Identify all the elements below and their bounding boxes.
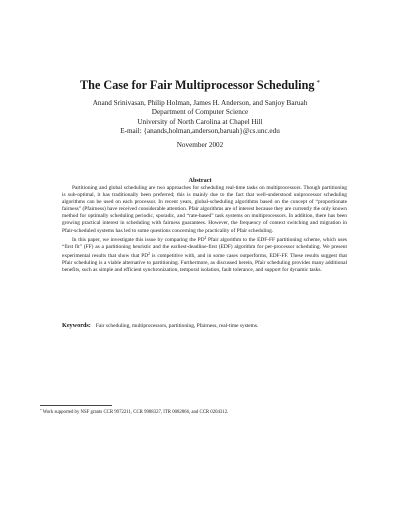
paper-date: November 2002 xyxy=(176,141,224,149)
footnote-divider xyxy=(40,405,112,406)
footnote-mark: * xyxy=(40,408,42,412)
abstract-p2-part-3: is competitive with, and in some cases outperforms, EDF-FF. These results suggest that Pfair scheduling is a viable alternative to partitioning. Furthermore, as discussed herein, Pfair scheduling provides many additional benefits, such as simple and efficient synchronization, temporal isolation, fault tolerance, and support for dynamic tasks. xyxy=(62,252,347,274)
keywords-label: Keywords: xyxy=(62,322,91,329)
footnote-text: Work supported by NSF grants CCR 9972211, CCR 9988327, ITR 0082866, and CCR 0204312. xyxy=(42,410,229,415)
email: E-mail: {anands,holman,anderson,baruah}@cs.unc.edu xyxy=(120,127,280,136)
abstract-heading: Abstract xyxy=(188,177,212,184)
abstract-body xyxy=(62,185,347,274)
abstract-p2-superscript-2: 2 xyxy=(148,251,150,256)
abstract-p2-superscript-1: 2 xyxy=(204,235,207,240)
keywords-line xyxy=(62,322,347,330)
abstract-paragraph-1: Partitioning and global scheduling are two approaches for scheduling real-time tasks on multiprocessors. Though partitioning is sub-optimal, it has traditionally been preferred; this is mainly due to the fact that well-understood uniprocessor scheduling algorithms can be used on each processor. In recent years, global-scheduling algorithms based on the concept of “proportionate fairness” (Pfairness) have received considerable attention. Pfair algorithms are of interest because they are currently the only known method for optimally scheduling periodic, sporadic, and “rate-based” task systems on multiprocessors. In addition, there has been growing practical interest in scheduling with fairness guarantees. However, the frequency of context switching and migration in Pfair-scheduled systems has led to some questions concerning the practicality of Pfair scheduling. xyxy=(62,185,347,234)
author-block xyxy=(40,99,360,137)
university: University of North Carolina at Chapel Hill xyxy=(137,117,263,126)
title-footnote-mark: * xyxy=(316,79,320,87)
author-list: Anand Srinivasan, Philip Holman, James H. Anderson, and Sanjoy Baruah xyxy=(92,99,308,107)
paper-title-text: The Case for Fair Multiprocessor Scheduling xyxy=(80,78,315,92)
abstract-p2-part-1: In this paper, we investigate this issue by comparing the PD xyxy=(72,236,205,243)
keywords-text: Fair scheduling, multiprocessors, partitioning, Pfairness, real-time systems. xyxy=(95,323,259,329)
abstract-paragraph-2 xyxy=(62,235,347,274)
abstract-p2-part-2: Pfair algorithm to the EDF-FF partitioning scheme, which uses “first fit” (FF) as a partitioning heuristic and the earliest-deadline-first (EDF) algorithm for per-processor scheduling. We present experimental results that show that PD xyxy=(62,236,347,259)
footnote xyxy=(40,407,360,416)
paper-title xyxy=(40,76,360,92)
department: Department of Computer Science xyxy=(151,108,249,117)
